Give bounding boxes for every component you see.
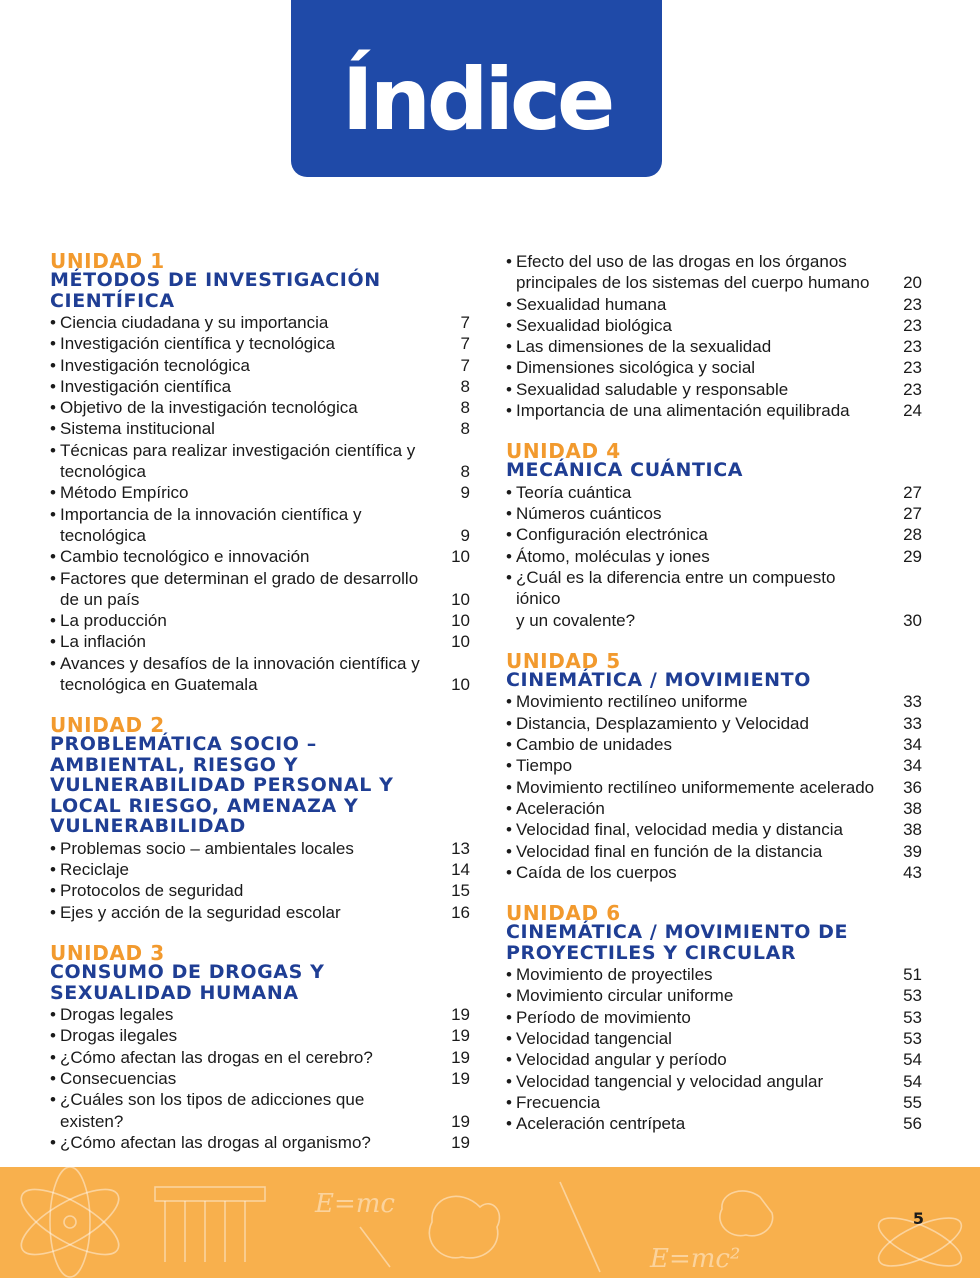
- toc-entry-text: y un covalente?: [516, 610, 636, 630]
- toc-unit: [506, 903, 922, 1134]
- toc-entry-page: 27: [903, 482, 922, 502]
- toc-entry-page: 7: [460, 313, 470, 332]
- toc-entry[interactable]: [50, 653, 470, 674]
- toc-entry[interactable]: [50, 461, 470, 482]
- toc-entry[interactable]: [50, 440, 470, 461]
- decorative-footer: [0, 1167, 980, 1278]
- toc-entry[interactable]: [506, 524, 922, 545]
- toc-unit: [506, 251, 922, 421]
- toc-unit: [50, 943, 470, 1153]
- toc-entry-text: Velocidad angular y período: [516, 1050, 727, 1070]
- toc-entry-text: Tiempo: [516, 756, 573, 776]
- toc-entry[interactable]: [506, 610, 922, 631]
- toc-entry-text: Velocidad final en función de la distancia: [516, 841, 823, 861]
- toc-entry-text: Reciclaje: [60, 860, 129, 880]
- toc-entry-text: ¿Cuáles son los tipos de adicciones que existen?: [60, 1090, 365, 1131]
- toc-entry[interactable]: [50, 312, 470, 333]
- toc-entry-page: 10: [451, 675, 470, 695]
- toc-entry-text: tecnológica: [60, 525, 147, 545]
- toc-entry-page: 33: [903, 692, 922, 712]
- unit-title: PROBLEMÁTICA SOCIO –: [50, 733, 317, 756]
- toc-entry-page: 19: [451, 1026, 470, 1046]
- toc-entry-text: Movimiento circular uniforme: [516, 986, 734, 1006]
- toc-entry-page: 23: [903, 379, 922, 399]
- toc-entry[interactable]: [50, 355, 470, 376]
- toc-entry-page: 8: [460, 419, 470, 439]
- toc-entry[interactable]: [506, 1071, 922, 1092]
- toc-entry-text: Átomo, moléculas y iones: [516, 546, 710, 566]
- toc-entry-text: Período de movimiento: [516, 1007, 691, 1027]
- toc-unit: [50, 251, 470, 695]
- toc-entry-text: Aceleración centrípeta: [516, 1114, 686, 1134]
- toc-entry[interactable]: [506, 482, 922, 503]
- toc-entry-page: 24: [903, 401, 922, 421]
- toc-entry-text: Consecuencias: [60, 1068, 177, 1088]
- toc-entry-text: Velocidad tangencial y velocidad angular: [516, 1071, 824, 1091]
- toc-entry-text: Números cuánticos: [516, 504, 662, 524]
- toc-entry-page: 23: [903, 358, 922, 378]
- toc-entry-text: Sexualidad saludable y responsable: [516, 379, 789, 399]
- formula-text: E=mc: [315, 1189, 395, 1219]
- toc-entry-text: tecnológica: [60, 462, 147, 482]
- toc-entry-page: 29: [903, 546, 922, 566]
- unit-title: CINEMÁTICA / MOVIMIENTO: [506, 668, 811, 691]
- toc-entry-text: Sistema institucional: [60, 419, 215, 439]
- toc-entry[interactable]: [506, 503, 922, 524]
- toc-entry-page: 53: [903, 1029, 922, 1049]
- toc-entry-page: 23: [903, 315, 922, 335]
- unit-title: VULNERABILIDAD: [50, 815, 246, 838]
- toc-entry-text: Sexualidad biológica: [516, 315, 672, 335]
- toc-entry[interactable]: [506, 251, 922, 272]
- toc-entry-text: Objetivo de la investigación tecnológica: [60, 398, 358, 418]
- toc-entry-page: 28: [903, 525, 922, 545]
- toc-unit: [506, 648, 922, 883]
- unit-title: VULNERABILIDAD PERSONAL Y: [50, 774, 394, 797]
- toc-entry[interactable]: [506, 964, 922, 985]
- toc-entry[interactable]: [506, 567, 922, 610]
- toc-entry-page: 8: [460, 398, 470, 418]
- toc-entry-page: 53: [903, 986, 922, 1006]
- toc-entry-page: 34: [903, 756, 922, 776]
- toc-entry-page: 10: [451, 589, 470, 609]
- toc-entry-page: 38: [903, 798, 922, 818]
- toc-entry-page: 10: [451, 611, 470, 631]
- unit-title: CONSUMO DE DROGAS Y: [50, 961, 325, 984]
- toc-entry-text: Ejes y acción de la seguridad escolar: [60, 902, 341, 922]
- toc-entry-text: Velocidad tangencial: [516, 1029, 672, 1049]
- toc-entry-text: Movimiento de proyectiles: [516, 965, 713, 985]
- toc-entry[interactable]: [506, 819, 922, 840]
- toc-entry-text: principales de los sistemas del cuerpo humano: [516, 273, 870, 293]
- toc-entry-text: Movimiento rectilíneo uniformemente acelerado: [516, 777, 875, 797]
- toc-entry[interactable]: [506, 777, 922, 798]
- toc-entry-page: 38: [903, 820, 922, 840]
- toc-entry[interactable]: [50, 631, 470, 652]
- toc-entry-text: La producción: [60, 611, 167, 631]
- toc-entry-text: Avances y desafíos de la innovación científica y: [60, 653, 420, 673]
- toc-entry[interactable]: [506, 272, 922, 293]
- toc-entry[interactable]: [50, 333, 470, 354]
- toc-entry[interactable]: [506, 546, 922, 567]
- toc-entry-text: Cambio tecnológico e innovación: [60, 547, 310, 567]
- toc-entry-text: Investigación científica: [60, 376, 232, 396]
- toc-entry-text: Investigación tecnológica: [60, 355, 250, 375]
- toc-entry[interactable]: [50, 418, 470, 439]
- toc-entry-text: Técnicas para realizar investigación científica y: [60, 440, 416, 460]
- toc-entry[interactable]: [50, 859, 470, 880]
- toc-entry[interactable]: [506, 841, 922, 862]
- toc-entry-page: 14: [451, 860, 470, 880]
- toc-entry[interactable]: [50, 1068, 470, 1089]
- unit-title: CINEMÁTICA / MOVIMIENTO DE: [506, 921, 849, 944]
- toc-entry-page: 8: [460, 462, 470, 482]
- toc-entry-text: La inflación: [60, 632, 147, 652]
- toc-entry-text: Velocidad final, velocidad media y distancia: [516, 820, 843, 840]
- unit-title: CIENTÍFICA: [50, 289, 175, 312]
- toc-entry-text: Importancia de una alimentación equilibrada: [516, 401, 850, 421]
- toc-entry-text: Dimensiones sicológica y social: [516, 358, 756, 378]
- toc-entry[interactable]: [506, 336, 922, 357]
- toc-entry[interactable]: [50, 1004, 470, 1025]
- toc-entry-page: 55: [903, 1092, 922, 1112]
- toc-entry-text: Método Empírico: [60, 483, 189, 503]
- toc-entry-text: ¿Cómo afectan las drogas al organismo?: [60, 1132, 371, 1152]
- toc-entry[interactable]: [506, 713, 922, 734]
- toc-entry-text: Las dimensiones de la sexualidad: [516, 337, 772, 357]
- toc-entry-page: 54: [903, 1071, 922, 1091]
- page-number: 5: [912, 1209, 924, 1228]
- toc-entry-page: 39: [903, 841, 922, 861]
- toc-entry-page: 19: [451, 1047, 470, 1067]
- toc-entry[interactable]: [50, 568, 470, 589]
- toc-unit: [50, 715, 470, 923]
- unit-title: PROYECTILES Y CIRCULAR: [506, 941, 797, 964]
- toc-entry-page: 33: [903, 713, 922, 733]
- toc-entry-page: 23: [903, 294, 922, 314]
- unit-label: UNIDAD 4: [506, 439, 621, 464]
- toc-entry-text: Ciencia ciudadana y su importancia: [60, 313, 329, 332]
- title-banner: [291, 0, 662, 177]
- toc-entry[interactable]: [50, 1132, 470, 1153]
- toc-entry[interactable]: [506, 734, 922, 755]
- toc-entry-page: 34: [903, 735, 922, 755]
- page-title: Índice: [341, 50, 612, 150]
- toc-entry[interactable]: [50, 376, 470, 397]
- toc-entry[interactable]: [506, 1028, 922, 1049]
- toc-entry-page: 8: [460, 376, 470, 396]
- toc-entry-page: 51: [903, 965, 922, 985]
- toc-entry-page: 19: [451, 1111, 470, 1131]
- toc-entry[interactable]: [506, 379, 922, 400]
- toc-entry[interactable]: [50, 610, 470, 631]
- toc-entry[interactable]: [50, 674, 470, 695]
- toc-entry-text: Caída de los cuerpos: [516, 862, 677, 882]
- toc-entry-page: 13: [451, 838, 470, 858]
- unit-label: UNIDAD 1: [50, 249, 165, 273]
- toc-entry[interactable]: [50, 1025, 470, 1046]
- toc-entry[interactable]: [506, 400, 922, 421]
- toc-entry[interactable]: [50, 397, 470, 418]
- toc-entry-page: 56: [903, 1114, 922, 1134]
- toc-entry-text: Problemas socio – ambientales locales: [60, 838, 354, 858]
- toc-entry[interactable]: [506, 1007, 922, 1028]
- unit-label: UNIDAD 2: [50, 713, 165, 738]
- toc-unit: [506, 441, 922, 631]
- toc-entry-page: 54: [903, 1050, 922, 1070]
- unit-title: MECÁNICA CUÁNTICA: [506, 459, 744, 482]
- unit-title: AMBIENTAL, RIESGO Y: [50, 753, 299, 776]
- toc-entry-text: Drogas ilegales: [60, 1026, 178, 1046]
- toc-entry[interactable]: [506, 1113, 922, 1134]
- toc-entry-text: Movimiento rectilíneo uniforme: [516, 692, 748, 712]
- toc-entry[interactable]: [50, 504, 470, 525]
- toc-entry[interactable]: [506, 1049, 922, 1070]
- toc-entry[interactable]: [50, 525, 470, 546]
- unit-label: UNIDAD 3: [50, 941, 165, 966]
- toc-entry-page: 30: [903, 610, 922, 630]
- toc-entry[interactable]: [50, 546, 470, 567]
- toc-entry-text: ¿Cuál es la diferencia entre un compuesto iónico: [516, 568, 836, 609]
- toc-entry[interactable]: [50, 838, 470, 859]
- toc-entry[interactable]: [50, 482, 470, 503]
- toc-entry-page: 27: [903, 504, 922, 524]
- toc-entry[interactable]: [506, 798, 922, 819]
- toc-entry-text: Investigación científica y tecnológica: [60, 334, 335, 354]
- toc-entry-text: Factores que determinan el grado de desarrollo: [60, 568, 419, 588]
- toc-entry-page: 19: [451, 1132, 470, 1152]
- science-doodles-icon: [0, 1167, 980, 1278]
- toc-entry-text: tecnológica en Guatemala: [60, 675, 258, 695]
- toc-entry[interactable]: [50, 902, 470, 923]
- toc-entry-page: 7: [460, 334, 470, 354]
- toc-entry-page: 19: [451, 1005, 470, 1025]
- toc-entry-page: 9: [460, 525, 470, 545]
- toc-entry-text: Protocolos de seguridad: [60, 881, 244, 901]
- toc-entry[interactable]: [50, 1089, 470, 1132]
- toc-entry-page: 20: [903, 273, 922, 293]
- toc-entry[interactable]: [50, 1047, 470, 1068]
- toc-entry[interactable]: [506, 294, 922, 315]
- toc-entry-page: 10: [451, 547, 470, 567]
- unit-title: SEXUALIDAD HUMANA: [50, 981, 299, 1004]
- toc-entry-text: ¿Cómo afectan las drogas en el cerebro?: [60, 1047, 373, 1067]
- formula-text: E=mc²: [650, 1244, 741, 1274]
- unit-label: UNIDAD 5: [506, 648, 621, 673]
- toc-entry[interactable]: [50, 880, 470, 901]
- toc-entry-text: de un país: [60, 589, 140, 609]
- unit-title: MÉTODOS DE INVESTIGACIÓN: [50, 269, 381, 291]
- toc-entry[interactable]: [506, 985, 922, 1006]
- toc-entry-page: 43: [903, 862, 922, 882]
- toc-entry-page: 53: [903, 1007, 922, 1027]
- toc-entry[interactable]: [506, 755, 922, 776]
- toc-entry-page: 36: [903, 777, 922, 797]
- toc-entry-text: Drogas legales: [60, 1005, 174, 1025]
- toc-entry-page: 16: [451, 902, 470, 922]
- toc-entry-page: 19: [451, 1068, 470, 1088]
- toc-entry-page: 9: [460, 483, 470, 503]
- toc-entry-text: Configuración electrónica: [516, 525, 708, 545]
- toc-entry-page: 7: [460, 355, 470, 375]
- toc-left-column: [50, 251, 470, 1173]
- toc-entry[interactable]: [506, 1092, 922, 1113]
- toc-entry-text: Sexualidad humana: [516, 294, 667, 314]
- toc-entry-text: Importancia de la innovación científica y: [60, 504, 362, 524]
- toc-entry[interactable]: [50, 589, 470, 610]
- toc-entry-page: 23: [903, 337, 922, 357]
- toc-entry[interactable]: [506, 691, 922, 712]
- toc-entry-text: Teoría cuántica: [516, 482, 632, 502]
- toc-entry-page: 15: [451, 881, 470, 901]
- toc-entry[interactable]: [506, 862, 922, 883]
- unit-label: UNIDAD 6: [506, 901, 621, 926]
- unit-title: LOCAL RIESGO, AMENAZA Y: [50, 794, 359, 817]
- toc-entry-text: Efecto del uso de las drogas en los órganos: [516, 252, 847, 271]
- toc-entry-text: Distancia, Desplazamiento y Velocidad: [516, 713, 809, 733]
- toc-entry-text: Aceleración: [516, 798, 605, 818]
- toc-entry-text: Cambio de unidades: [516, 735, 672, 755]
- toc-entry[interactable]: [506, 357, 922, 378]
- toc-entry-page: 10: [451, 632, 470, 652]
- toc-entry[interactable]: [506, 315, 922, 336]
- toc-right-column: [506, 251, 922, 1155]
- toc-entry-text: Frecuencia: [516, 1092, 601, 1112]
